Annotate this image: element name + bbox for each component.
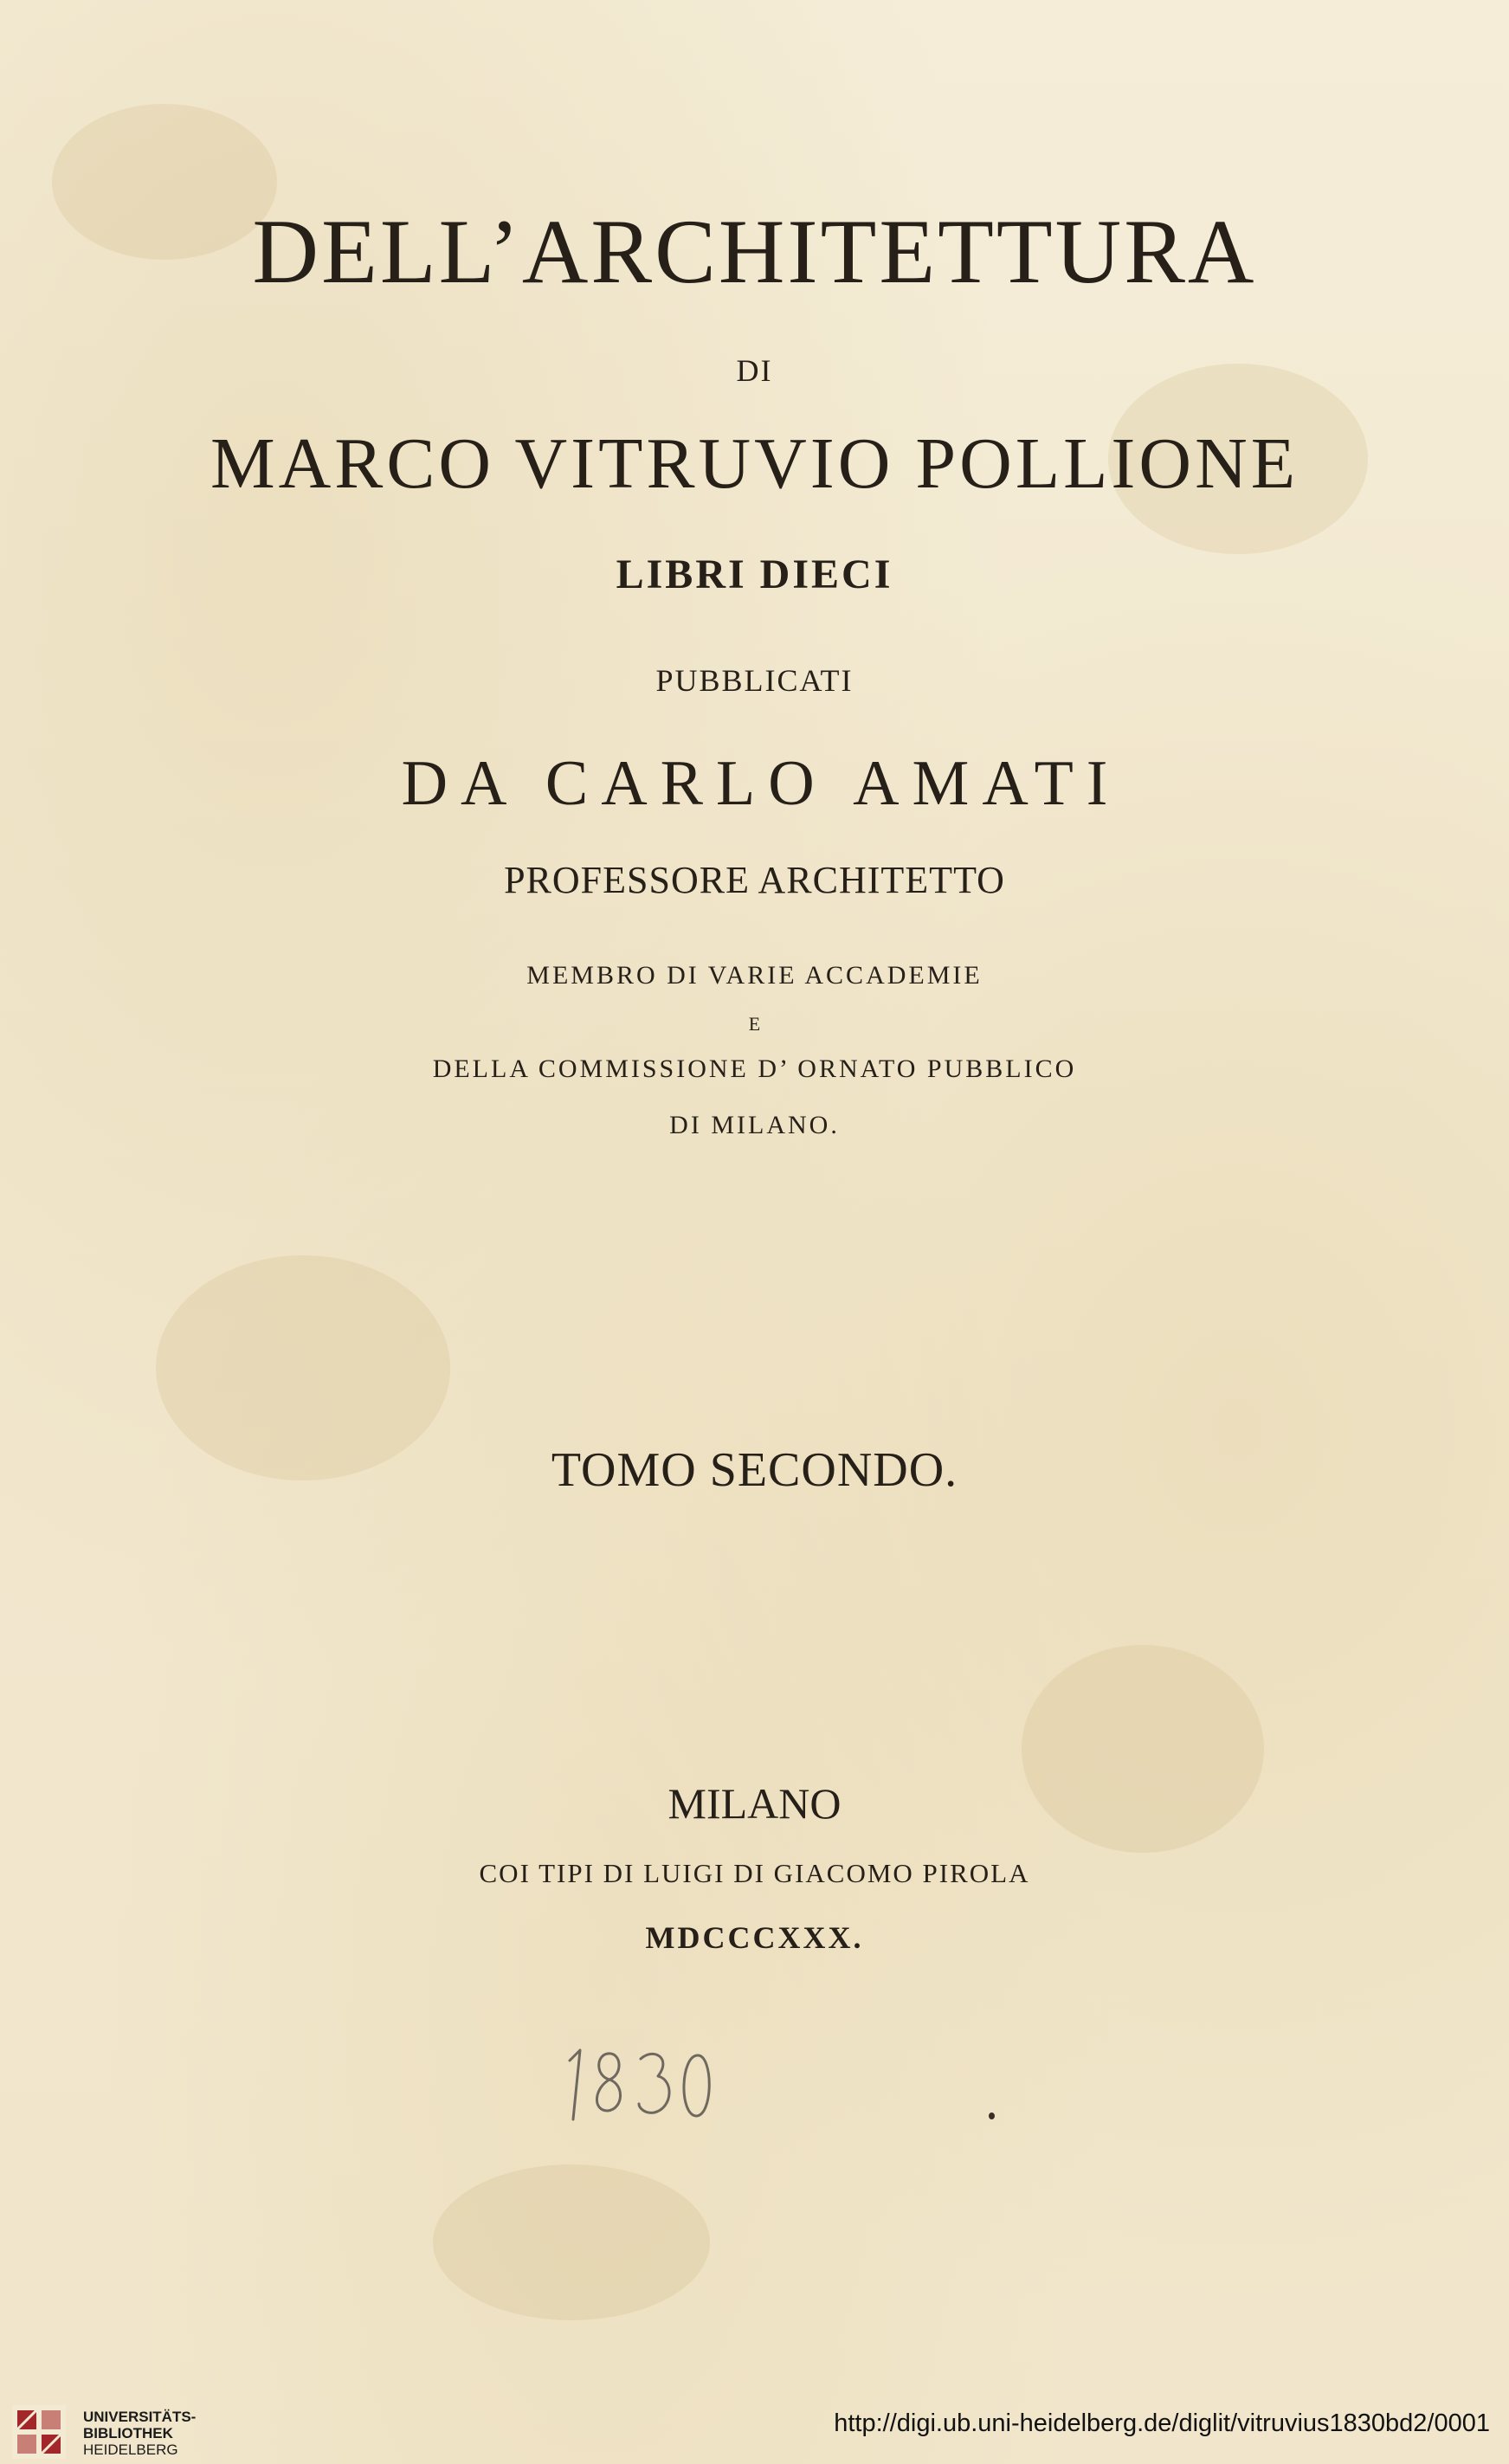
imprint-printer: COI TIPI DI LUIGI DI GIACOMO PIROLA (479, 1858, 1030, 1888)
imprint-city: MILANO (667, 1779, 842, 1828)
published-line: PUBBLICATI (655, 663, 854, 698)
library-logo (12, 2403, 237, 2461)
conjunction-line: E (748, 1013, 761, 1035)
books-line: LIBRI DIECI (616, 551, 893, 597)
volume-line: TOMO SECONDO. (551, 1443, 958, 1497)
editor-name: DA CARLO AMATI (401, 748, 1121, 819)
university-library-logo-icon (12, 2405, 66, 2459)
handwritten-year-annotation (554, 2035, 719, 2130)
editor-title: PROFESSORE ARCHITETTO (504, 859, 1005, 901)
library-name-line2: BIBLIOTHEK (83, 2425, 173, 2441)
author-name: MARCO VITRUVIO POLLIONE (210, 423, 1299, 504)
commission-line: DELLA COMMISSIONE D’ ORNATO PUBBLICO (432, 1055, 1077, 1083)
imprint-year: MDCCCXXX. (645, 1920, 864, 1955)
paper-stain (433, 2164, 710, 2320)
of-milan-line: DI MILANO. (669, 1111, 840, 1139)
library-name-line1: UNIVERSITÄTS- (83, 2409, 197, 2425)
main-title: DELL’ARCHITETTURA (252, 201, 1257, 302)
ink-dot (989, 2112, 995, 2119)
library-name-line3: HEIDELBERG (83, 2441, 178, 2458)
title-di: DI (736, 353, 773, 388)
library-name (83, 2409, 196, 2458)
membership-line: MEMBRO DI VARIE ACCADEMIE (526, 961, 983, 990)
source-url-link[interactable]: http://digi.ub.uni-heidelberg.de/diglit/vitruvius1830bd2/0001 (834, 2409, 1490, 2437)
